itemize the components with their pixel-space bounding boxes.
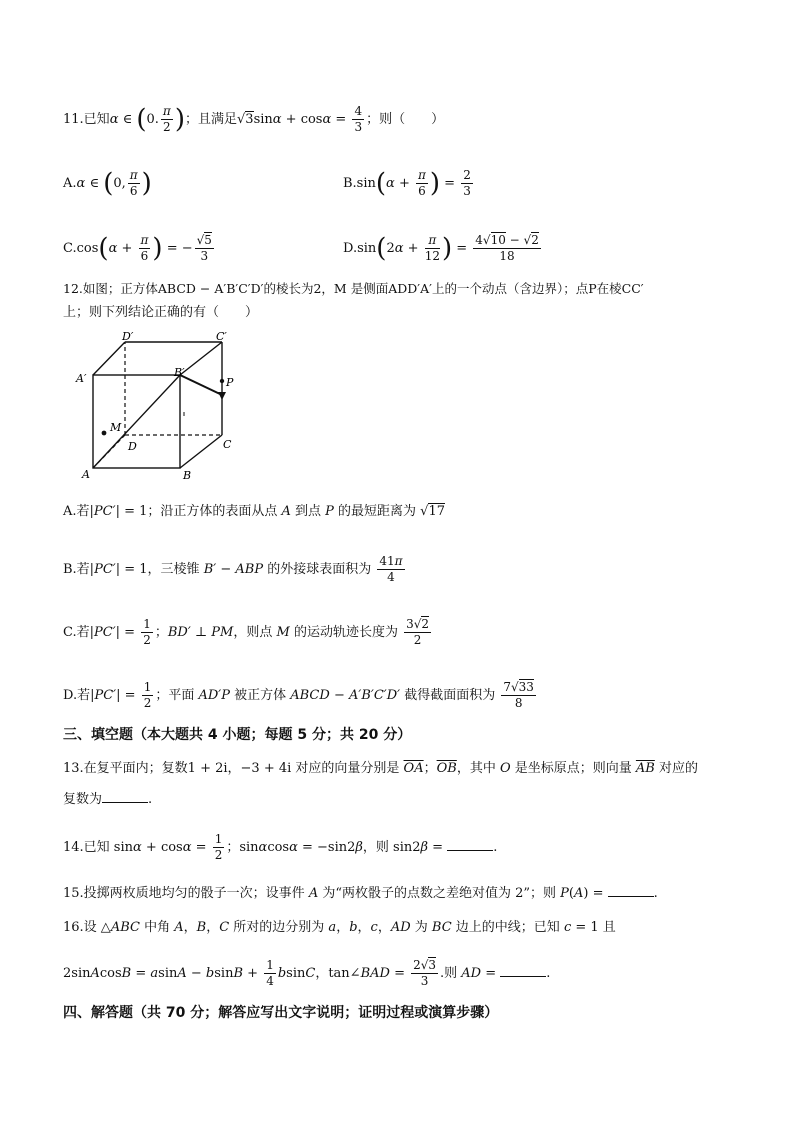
label-c1: C′: [216, 330, 227, 343]
section-3-heading: 三、填空题（本大题共 4 小题；每题 5 分；共 20 分）: [63, 727, 412, 743]
q12-option-a: A.若|PC′| = 1；沿正方体的表面从点 A 到点 P 的最短距离为 √17: [63, 504, 446, 519]
q16-line1: 16.设 △ABC 中角 A，B，C 所对的边分别为 a，b，c，AD 为 BC 边上的中线；已知 c = 1 且: [63, 920, 616, 935]
q12-option-d: D.若|PC′| = $\frac{1}{2}$ ；平面 AD′P 被正方体 ABCD − A′B′C′D′ 截得截面面积为 $\frac{7√33}{8}$: [63, 680, 534, 710]
q11-stem-prefix: 11.已知: [63, 112, 110, 127]
point-m: [102, 431, 107, 436]
arrow-marker: [218, 392, 226, 400]
q15: 15.投掷两枚质地均匀的骰子一次；设事件 A 为“两枚骰子的点数之差绝对值为 2”；则 P(A) = .: [63, 886, 658, 901]
label-a: A: [82, 468, 90, 480]
point-p: [220, 379, 224, 383]
cube-figure: [70, 330, 240, 480]
q12-option-b: B.若|PC′| = 1，三棱锥 B′ − ABP 的外接球表面积为 $\frac{41\pi}{4}$: [63, 554, 403, 584]
section-4-heading: 四、解答题（共 70 分；解答应写出文字说明；证明过程或演算步骤）: [63, 1005, 499, 1021]
q13-line1: 13.在复平面内；复数1 + 2i，−3 + 4i 对应的向量分别是 $\overline{OA}$；$\overline{OB}$，其中 O 是坐标原点；则向量 $\overline{AB}$ 对应的: [63, 761, 698, 776]
q11-option-c: C.cos(α + $\frac{\pi}{6}$ ) = − $\frac{√5}{3}$: [63, 233, 212, 264]
label-b1: B′: [174, 366, 185, 379]
label-c: C: [223, 438, 232, 451]
edge-bc: [180, 435, 222, 468]
edge-a1d1: [93, 342, 125, 375]
label-d1: D′: [122, 330, 134, 343]
q11-stem-suffix: ；则（ ）: [366, 112, 445, 127]
q12-stem-line2: 上；则下列结论正确的有（ ）: [63, 305, 259, 320]
q12-option-c: C.若|PC′| = $\frac{1}{2}$ ；BD′ ⊥ PM，则点 M 的运动轨迹长度为 $\frac{3√2}{2}$: [63, 617, 429, 647]
label-m: M: [110, 421, 122, 434]
label-p: P: [226, 376, 234, 389]
label-a1: A′: [76, 372, 87, 385]
segment-b1p: [180, 375, 220, 394]
diagonal-ab1: [93, 375, 180, 468]
q11-option-b: B.sin(α + $\frac{\pi}{6}$ ) = $\frac{2}{3}$: [343, 168, 471, 199]
q13-line2: 复数为 .: [63, 792, 153, 807]
q16-line2: 2sinAcosB = asinA − bsinB + $\frac{1}{4}$ bsinC，tan∠BAD = $\frac{2√3}{3}$ .则 AD = .: [63, 958, 551, 988]
q11-option-a: A.α ∈ (0, $\frac{\pi}{6}$ ): [63, 168, 152, 199]
edge-b1c1: [180, 342, 222, 375]
q11-option-d: D.sin(2α + $\frac{\pi}{12}$ ) = $\frac{4√10 - √2}{18}$: [343, 233, 539, 264]
label-b: B: [183, 469, 192, 480]
q11-stem-mid: ；且满足: [184, 112, 237, 127]
label-d: D: [128, 440, 137, 453]
q11-stem: 11.已知α ∈ (0. $\frac{\pi}{2}$ )；且满足√3sinα + cosα = $\frac{4}{3}$ ；则（ ）: [63, 104, 445, 135]
q12-stem-line1: 12.如图；正方体ABCD − A′B′C′D′的棱长为2，M 是侧面ADD′A′上的一个动点（含边界）；点P在棱CC′: [63, 281, 644, 296]
q14: 14.已知 sinα + cosα = $\frac{1}{2}$ ；sinαcosα = −sin2β，则 sin2β = .: [63, 832, 498, 862]
